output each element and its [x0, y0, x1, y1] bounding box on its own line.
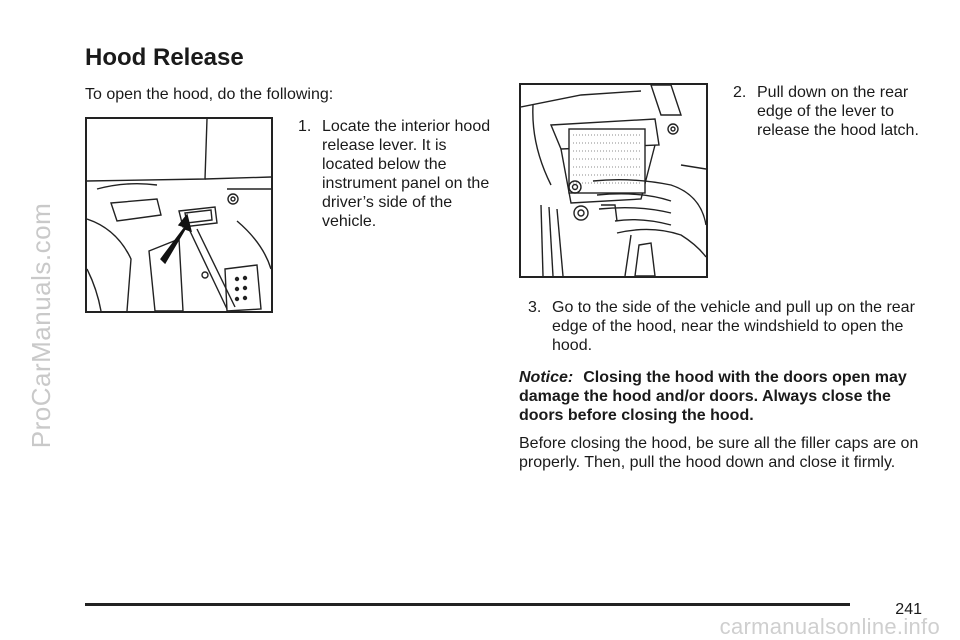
step-text: Pull down on the rear edge of the lever to release the hood latch.	[757, 84, 919, 139]
step-number: 3.	[528, 299, 542, 316]
page-number: 241	[895, 601, 922, 618]
hood-release-lever-illustration	[85, 117, 273, 313]
footer-rule	[85, 603, 850, 606]
intro-text: To open the hood, do the following:	[85, 86, 334, 103]
closing-paragraph: Before closing the hood, be sure all the filler caps are on properly. Then, pull the hood down and close it firmly.	[519, 435, 919, 471]
step-open-hood	[528, 298, 928, 355]
notice-text: Closing the hood with the doors open may damage the hood and/or doors. Always close the doors before closing the hood.	[519, 369, 907, 424]
watermark-bottom: carmanualsonline.info	[719, 614, 940, 639]
step-pull-lever	[733, 83, 923, 140]
step-text: Go to the side of the vehicle and pull up on the rear edge of the hood, near the windshield to open the hood.	[552, 299, 915, 354]
step-text: Locate the interior hood release lever. It is located below the instrument panel on the driver’s side of the vehicle.	[322, 118, 491, 230]
watermark-side-text: ProCarManuals.com	[26, 202, 57, 448]
watermark-side	[27, 30, 57, 620]
pull-lever-illustration	[519, 83, 708, 278]
step-number: 2.	[733, 84, 747, 101]
step-number: 1.	[298, 118, 312, 135]
step-locate-lever	[298, 117, 498, 231]
section-title: Hood Release	[85, 44, 244, 71]
notice-label: Notice:	[519, 369, 574, 386]
notice-paragraph	[519, 368, 929, 425]
